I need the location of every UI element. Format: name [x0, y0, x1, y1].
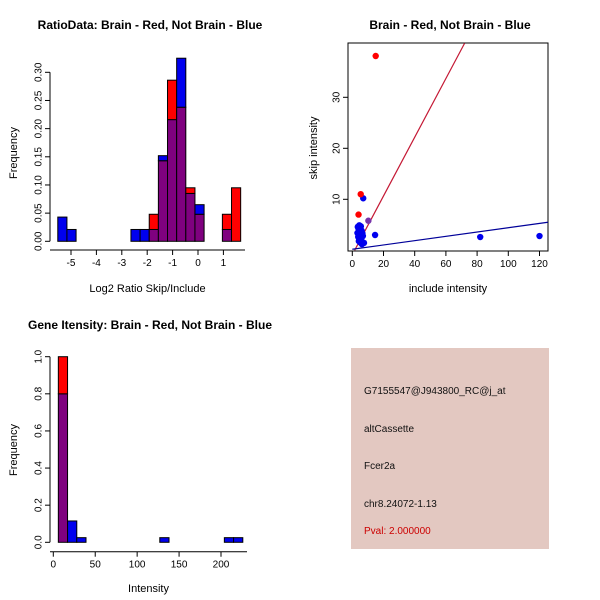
bar-overlap — [177, 107, 186, 241]
x-tick-label: 120 — [531, 259, 548, 270]
y-tick-label: 10 — [331, 193, 343, 205]
x-tick-label: -5 — [66, 258, 76, 269]
y-tick-label: 0.4 — [33, 461, 45, 476]
panel-gene-intensity-histogram — [0, 300, 300, 600]
x-tick-label: -1 — [168, 258, 178, 269]
x-tick-label: 1 — [220, 258, 227, 269]
gene-symbol-text: Fcer2a — [364, 461, 396, 472]
x-tick-label: 200 — [212, 559, 230, 571]
x-tick-label: 0 — [50, 559, 57, 571]
x-tick-label: 150 — [170, 559, 188, 571]
bar-blue — [67, 229, 76, 241]
bar-blue — [77, 538, 86, 543]
bar-red — [149, 214, 158, 229]
bar-blue — [140, 229, 149, 241]
bar-overlap — [186, 193, 195, 241]
chart-title: Brain - Red, Not Brain - Blue — [369, 18, 531, 32]
x-tick-label: 20 — [377, 259, 390, 270]
splice-event-type-text: altCassette — [364, 424, 415, 435]
bar-red — [168, 80, 177, 119]
bar-red — [186, 188, 195, 194]
y-tick-label: 0.30 — [33, 62, 45, 83]
bar-blue — [58, 217, 67, 241]
data-point-blue — [372, 232, 378, 238]
y-axis-label: skip intensity — [308, 116, 320, 180]
chart-title: RatioData: Brain - Red, Not Brain - Blue — [37, 18, 263, 32]
bar-blue — [160, 538, 169, 543]
data-point-blue — [477, 234, 483, 240]
panel-gene-info — [300, 300, 600, 600]
x-tick-label: 100 — [128, 559, 146, 571]
data-point-blue — [360, 233, 366, 239]
y-tick-label: 0.15 — [33, 147, 45, 167]
data-point-blue — [361, 240, 367, 246]
bar-overlap — [168, 120, 177, 242]
y-axis-label: Frequency — [8, 424, 20, 476]
x-tick-label: 50 — [89, 559, 101, 571]
y-tick-label: 30 — [331, 91, 343, 103]
bar-overlap — [58, 394, 67, 542]
y-tick-label: 1.0 — [33, 349, 45, 364]
data-point-red — [373, 53, 379, 59]
bar-blue — [195, 205, 204, 215]
ratio-histogram-canvas — [0, 0, 300, 300]
data-point-red — [358, 191, 364, 197]
pval-text: Pval: 2.000000 — [364, 526, 431, 537]
bar-blue — [68, 521, 77, 542]
bar-red — [222, 214, 231, 229]
notbrain-fit-line — [352, 222, 548, 249]
data-point-red — [355, 211, 361, 217]
y-tick-label: 20 — [331, 142, 343, 154]
y-tick-label: 0.2 — [33, 498, 45, 513]
y-tick-label: 0.8 — [33, 386, 45, 401]
x-tick-label: -3 — [117, 258, 127, 269]
x-tick-label: 100 — [499, 259, 517, 270]
bar-blue — [177, 58, 186, 107]
y-tick-label: 0.00 — [33, 231, 45, 252]
x-axis-label: Intensity — [128, 583, 169, 595]
data-point-blue — [536, 233, 542, 239]
chart-title: Gene Itensity: Brain - Red, Not Brain - Blue — [27, 318, 273, 332]
x-tick-label: 80 — [471, 259, 483, 270]
x-axis-label: include intensity — [408, 283, 488, 295]
bar-overlap — [222, 229, 231, 241]
y-tick-label: 0.10 — [33, 175, 45, 195]
panel-ratio-histogram — [0, 0, 300, 300]
x-tick-label: -2 — [142, 258, 152, 269]
bar-overlap — [158, 161, 167, 242]
bar-overlap — [195, 214, 204, 241]
bar-overlap — [149, 229, 158, 241]
x-tick-label: -4 — [91, 258, 101, 269]
y-axis-label: Frequency — [8, 127, 20, 179]
gene-info-box — [351, 348, 549, 549]
bar-red — [58, 357, 67, 394]
genomic-location-text: chr8.24072-1.13 — [364, 499, 437, 510]
probe-id-text: G7155547@J943800_RC@j_at — [364, 386, 506, 397]
bar-blue — [224, 538, 233, 543]
bar-blue — [158, 156, 167, 161]
x-axis-label: Log2 Ratio Skip/Include — [89, 283, 206, 295]
y-tick-label: 0.0 — [33, 535, 45, 550]
x-tick-label: 60 — [440, 259, 452, 270]
bar-blue — [131, 229, 140, 241]
x-tick-label: 0 — [349, 259, 356, 270]
data-point-purple_point — [365, 218, 371, 224]
panel-intensity-scatter — [300, 0, 600, 300]
gene-intensity-histogram-canvas — [0, 300, 300, 600]
bar-blue — [234, 538, 243, 543]
intensity-scatter-canvas — [300, 0, 600, 300]
bar-red — [232, 188, 241, 242]
y-tick-label: 0.05 — [33, 203, 45, 223]
x-tick-label: 0 — [195, 258, 201, 269]
y-tick-label: 0.25 — [33, 90, 45, 111]
x-tick-label: 40 — [409, 259, 421, 270]
y-tick-label: 0.6 — [33, 423, 45, 438]
y-tick-label: 0.20 — [33, 118, 45, 139]
